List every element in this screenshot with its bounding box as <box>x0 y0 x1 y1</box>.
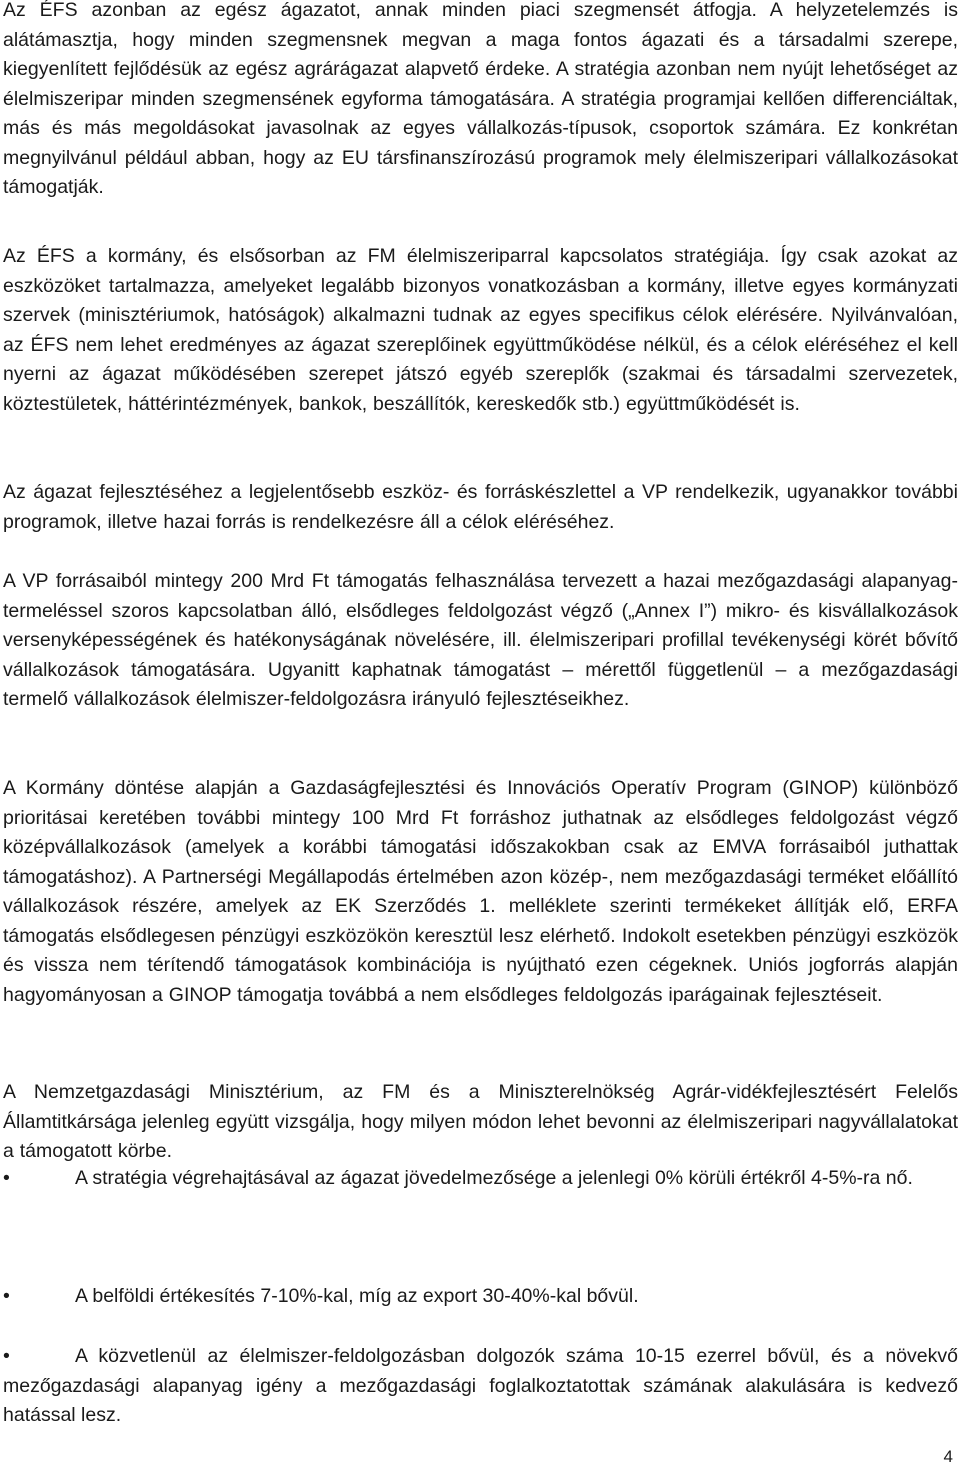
paragraph-5: A Kormány döntése alapján a Gazdaságfejlesztési és Innovációs Operatív Program (GINOP) különböző prioritásai keretében további mintegy 100 Mrd Ft forráshoz juthatnak az elsődleges feldolgozást végző középvállalkozások (amelyek a korábbi támogatási időszakokban csak az EMVA forrásaiból juthattak támogatáshoz). A Partnerségi Megállapodás értelmében azon közép-, nem mezőgazdasági terméket előállító vállalkozások részére, amelyek az EK Szerződés 1. melléklete szerinti termékeket állítják elő, ERFA támogatás elsődlegesen pénzügyi eszközökön keresztül lesz elérhető. Indokolt esetekben pénzügyi eszközök és vissza nem térítendő támogatások kombinációja is nyújtható ezen cégeknek. Uniós jogforrás alapján hagyományosan a GINOP támogatja továbbá a nem elsődleges feldolgozás iparágainak fejlesztéseit. <box>3 777 958 1006</box>
paragraph-6: A Nemzetgazdasági Minisztérium, az FM és a Miniszterelnökség Agrár-vidékfejlesztésért Felelős Államtitkársága jelenleg együtt vizsgálja, hogy milyen módon lehet bevonni az élelmiszeripari nagyvállalatokat a támogatott körbe. <box>3 1081 958 1162</box>
bullet-icon: • <box>3 1285 10 1307</box>
bullet-text-1: A stratégia végrehajtásával az ágazat jövedelmezősége a jelenlegi 0% körüli értékről 4-5%-ra nő. <box>75 1167 913 1189</box>
bullet-item-1 <box>3 1164 958 1194</box>
paragraph-1: Az ÉFS azonban az egész ágazatot, annak minden piaci szegmensét átfogja. A helyzetelemzés is alátámasztja, hogy minden szegmensnek megvan a maga fontos ágazati és a társadalmi szerepe, kiegyenlített fejlődésük az egész agrárágazat alapvető érdeke. A stratégia azonban nem nyújt lehetőséget az élelmiszeripar minden szegmensének egyforma támogatására. A stratégia programjai kellően differenciáltak, más és más megoldásokat javasolnak az egyes vállalkozás-típusok, csoportok számára. Ez konkrétan megnyilvánul például abban, hogy az EU társfinanszírozású programok mely élelmiszeripari vállalkozásokat támogatják. <box>3 0 958 198</box>
bullet-item-2 <box>3 1282 958 1312</box>
bullet-icon: • <box>3 1167 10 1189</box>
paragraph-2: Az ÉFS a kormány, és elsősorban az FM élelmiszeriparral kapcsolatos stratégiája. Így csak azokat az eszközöket tartalmazza, amelyeket legalább bizonyos vonatkozásban a kormány, illetve egyes kormányzati szervek (minisztériumok, hatóságok) alkalmazni tudnak az egyes specifikus célok elérésére. Nyilvánvalóan, az ÉFS nem lehet eredményes az ágazat szereplőinek együttműködése nélkül, és a célok eléréséhez el kell nyerni az ágazat működésében szerepet játszó egyéb szereplők (szakmai és társadalmi szervezetek, köztestületek, háttérintézmények, bankok, beszállítók, kereskedők stb.) együttműködését is. <box>3 245 958 415</box>
bullet-text-2: A belföldi értékesítés 7-10%-kal, míg az export 30-40%-kal bővül. <box>75 1285 639 1307</box>
bullet-item-3 <box>3 1342 958 1431</box>
page-number: 4 <box>943 1447 953 1466</box>
bullet-text-3: A közvetlenül az élelmiszer-feldolgozásban dolgozók száma 10-15 ezerrel bővül, és a növekvő mezőgazdasági alapanyag igény a mezőgazdasági foglalkoztatottak számának alakulására is kedvező hatással lesz. <box>3 1345 958 1426</box>
bullet-icon: • <box>3 1345 10 1367</box>
paragraph-3: Az ágazat fejlesztéséhez a legjelentősebb eszköz- és forráskészlettel a VP rendelkezik, ugyanakkor további programok, illetve hazai forrás is rendelkezésre áll a célok eléréséhez. <box>3 481 958 533</box>
paragraph-4: A VP forrásaiból mintegy 200 Mrd Ft támogatás felhasználása tervezett a hazai mezőgazdasági alapanyag-termeléssel szoros kapcsolatban álló, elsődleges feldolgozást végző („Annex I”) mikro- és kisvállalkozások versenyképességének és hatékonyságának növelésére, ill. élelmiszeripari profillal tevékenységi körét bővítő vállalkozások támogatására. Ugyanitt kaphatnak támogatást – mérettől függetlenül – a mezőgazdasági termelő vállalkozások élelmiszer-feldolgozásra irányuló fejlesztéseikhez. <box>3 570 958 710</box>
